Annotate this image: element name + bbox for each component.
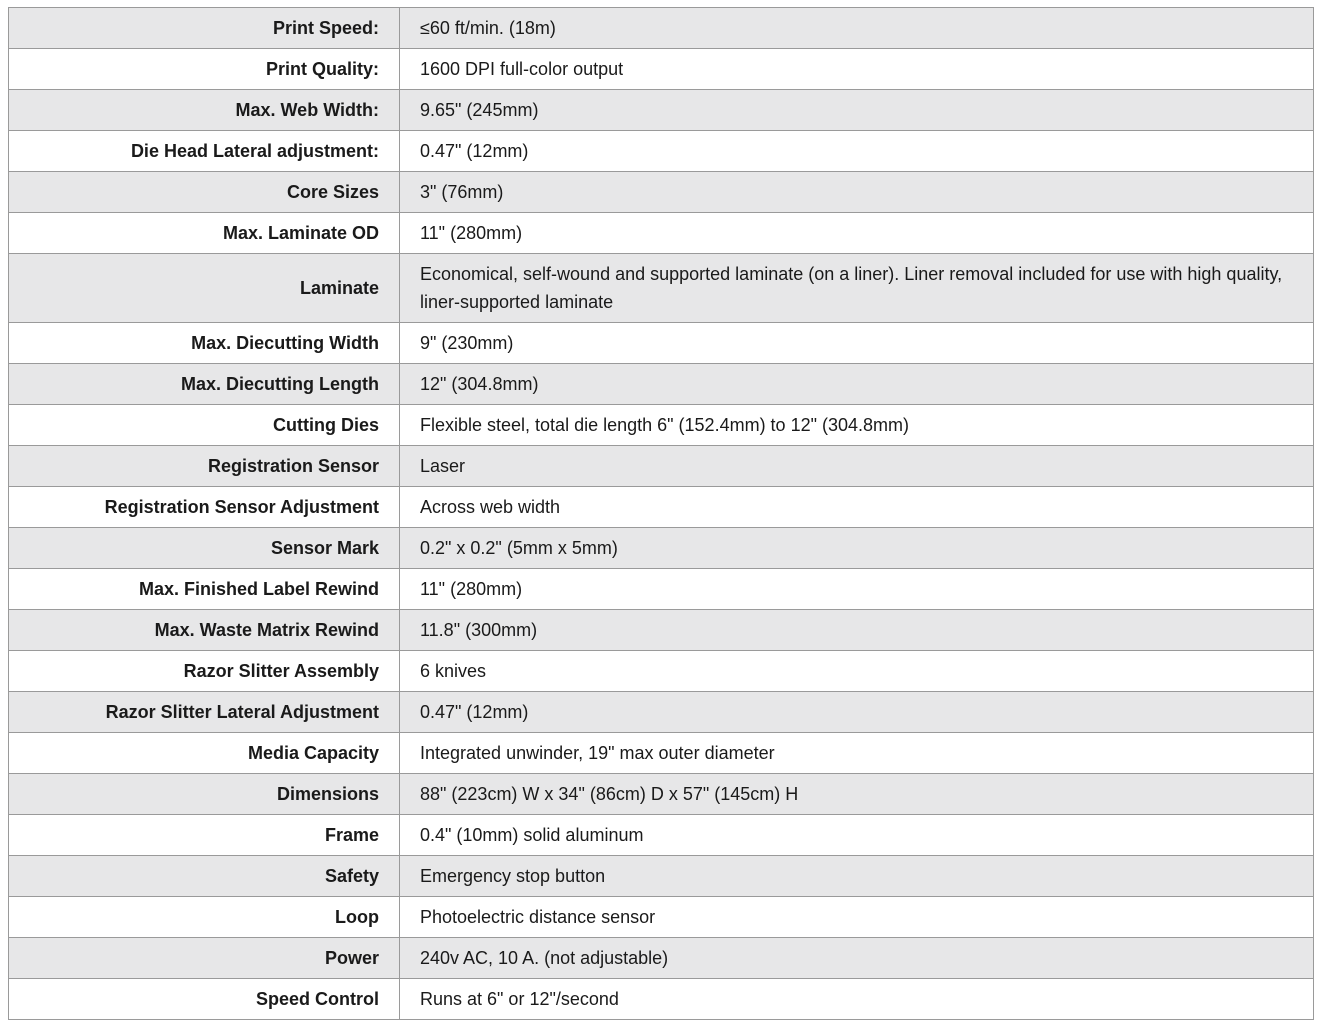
spec-label: Power bbox=[9, 938, 400, 979]
spec-value: 0.47" (12mm) bbox=[400, 692, 1314, 733]
spec-row-print-speed bbox=[9, 8, 1314, 49]
spec-label: Registration Sensor Adjustment bbox=[9, 487, 400, 528]
spec-label: Dimensions bbox=[9, 774, 400, 815]
spec-row-razor-slitter-lateral-adjustment bbox=[9, 692, 1314, 733]
spec-label: Media Capacity bbox=[9, 733, 400, 774]
spec-label: Core Sizes bbox=[9, 172, 400, 213]
spec-value: 1600 DPI full-color output bbox=[400, 49, 1314, 90]
spec-row-speed-control bbox=[9, 979, 1314, 1020]
spec-row-safety bbox=[9, 856, 1314, 897]
spec-label: Sensor Mark bbox=[9, 528, 400, 569]
spec-value: Economical, self-wound and supported laminate (on a liner). Liner removal included for use with high quality, liner-supported laminate bbox=[400, 254, 1314, 323]
spec-value: 0.2" x 0.2" (5mm x 5mm) bbox=[400, 528, 1314, 569]
spec-row-dimensions bbox=[9, 774, 1314, 815]
spec-row-media-capacity bbox=[9, 733, 1314, 774]
spec-value: 9.65" (245mm) bbox=[400, 90, 1314, 131]
spec-value: 6 knives bbox=[400, 651, 1314, 692]
spec-row-print-quality bbox=[9, 49, 1314, 90]
spec-value: 240v AC, 10 A. (not adjustable) bbox=[400, 938, 1314, 979]
spec-label: Speed Control bbox=[9, 979, 400, 1020]
spec-row-max-waste-matrix-rewind bbox=[9, 610, 1314, 651]
spec-row-power bbox=[9, 938, 1314, 979]
spec-row-registration-sensor bbox=[9, 446, 1314, 487]
spec-value: 11" (280mm) bbox=[400, 213, 1314, 254]
spec-label: Max. Finished Label Rewind bbox=[9, 569, 400, 610]
spec-label: Max. Web Width: bbox=[9, 90, 400, 131]
spec-row-registration-sensor-adjustment bbox=[9, 487, 1314, 528]
spec-label: Cutting Dies bbox=[9, 405, 400, 446]
spec-label: Max. Laminate OD bbox=[9, 213, 400, 254]
spec-value: 3" (76mm) bbox=[400, 172, 1314, 213]
spec-value: 88" (223cm) W x 34" (86cm) D x 57" (145cm) H bbox=[400, 774, 1314, 815]
spec-label: Die Head Lateral adjustment: bbox=[9, 131, 400, 172]
spec-label: Frame bbox=[9, 815, 400, 856]
spec-label: Print Quality: bbox=[9, 49, 400, 90]
spec-value: Integrated unwinder, 19" max outer diameter bbox=[400, 733, 1314, 774]
spec-label: Print Speed: bbox=[9, 8, 400, 49]
spec-value: ≤60 ft/min. (18m) bbox=[400, 8, 1314, 49]
spec-label: Razor Slitter Assembly bbox=[9, 651, 400, 692]
spec-value: 0.4" (10mm) solid aluminum bbox=[400, 815, 1314, 856]
spec-value: 11.8" (300mm) bbox=[400, 610, 1314, 651]
spec-label: Registration Sensor bbox=[9, 446, 400, 487]
spec-row-max-laminate-od bbox=[9, 213, 1314, 254]
spec-value: Laser bbox=[400, 446, 1314, 487]
spec-label: Max. Waste Matrix Rewind bbox=[9, 610, 400, 651]
spec-value: 11" (280mm) bbox=[400, 569, 1314, 610]
spec-row-max-finished-label-rewind bbox=[9, 569, 1314, 610]
spec-value: Emergency stop button bbox=[400, 856, 1314, 897]
spec-value: 0.47" (12mm) bbox=[400, 131, 1314, 172]
spec-value: 9" (230mm) bbox=[400, 323, 1314, 364]
spec-row-max-diecutting-width bbox=[9, 323, 1314, 364]
spec-row-max-diecutting-length bbox=[9, 364, 1314, 405]
spec-label: Razor Slitter Lateral Adjustment bbox=[9, 692, 400, 733]
spec-label: Safety bbox=[9, 856, 400, 897]
spec-value: Flexible steel, total die length 6" (152.4mm) to 12" (304.8mm) bbox=[400, 405, 1314, 446]
spec-value: Photoelectric distance sensor bbox=[400, 897, 1314, 938]
spec-row-max-web-width bbox=[9, 90, 1314, 131]
spec-value: 12" (304.8mm) bbox=[400, 364, 1314, 405]
spec-row-cutting-dies bbox=[9, 405, 1314, 446]
spec-row-loop bbox=[9, 897, 1314, 938]
spec-row-razor-slitter-assembly bbox=[9, 651, 1314, 692]
spec-value: Runs at 6" or 12"/second bbox=[400, 979, 1314, 1020]
spec-value: Across web width bbox=[400, 487, 1314, 528]
spec-row-die-head-lateral-adjustment bbox=[9, 131, 1314, 172]
spec-row-sensor-mark bbox=[9, 528, 1314, 569]
spec-row-frame bbox=[9, 815, 1314, 856]
spec-label: Loop bbox=[9, 897, 400, 938]
spec-label: Laminate bbox=[9, 254, 400, 323]
spec-label: Max. Diecutting Length bbox=[9, 364, 400, 405]
spec-row-core-sizes bbox=[9, 172, 1314, 213]
spec-row-laminate bbox=[9, 254, 1314, 323]
spec-label: Max. Diecutting Width bbox=[9, 323, 400, 364]
spec-table bbox=[8, 7, 1314, 1020]
